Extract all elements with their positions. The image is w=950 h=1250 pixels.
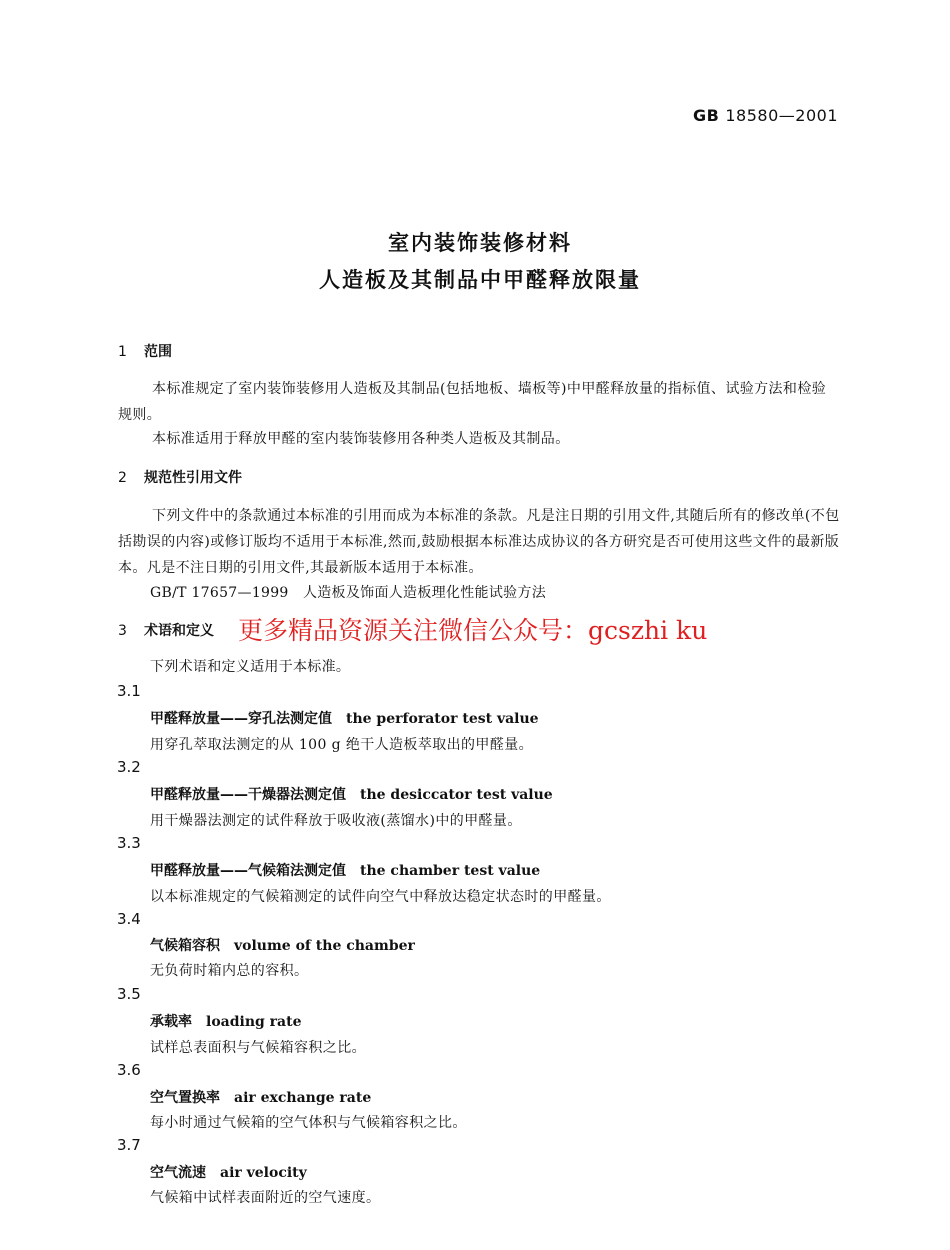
section-number: 1 bbox=[118, 344, 127, 360]
standard-code: 18580—2001 bbox=[725, 106, 838, 125]
term-definition: 以本标准规定的气候箱测定的试件向空气中释放达稳定状态时的甲醛量。 bbox=[150, 889, 611, 905]
section-name: 范围 bbox=[144, 344, 172, 360]
standard-number bbox=[693, 106, 838, 125]
section-1-paragraph-1: 本标准规定了室内装饰装修用人造板及其制品(包括地板、墙板等)中甲醛释放量的指标值、试验方法和检验规则。 bbox=[118, 381, 827, 423]
term-english: loading rate bbox=[206, 1014, 302, 1030]
section-2-paragraph-1: 下列文件中的条款通过本标准的引用而成为本标准的条款。凡是注日期的引用文件,其随后所有的修改单(不包括勘误的内容)或修订版均不适用于本标准,然而,鼓励根据本标准达成协议的各方研究是否可使用这些文件的最新版本。凡是不注日期的引用文件,其最新版本适用于本标准。 bbox=[118, 508, 840, 576]
term-number: 3.3 bbox=[117, 834, 141, 852]
term-heading bbox=[150, 860, 540, 880]
term-number: 3.6 bbox=[117, 1061, 141, 1079]
term-english: the desiccator test value bbox=[360, 787, 553, 803]
section-name: 规范性引用文件 bbox=[144, 470, 242, 486]
document-title-line-2: 人造板及其制品中甲醛释放限量 bbox=[319, 268, 641, 292]
term-heading bbox=[150, 1162, 307, 1182]
term-number: 3.2 bbox=[117, 758, 141, 776]
term-heading bbox=[150, 784, 553, 804]
term-definition: 用干燥器法测定的试件释放于吸收液(蒸馏水)中的甲醛量。 bbox=[150, 813, 522, 829]
term-english: the chamber test value bbox=[360, 863, 541, 879]
term-chinese: 承载率 bbox=[150, 1014, 192, 1030]
term-definition: 无负荷时箱内总的容积。 bbox=[150, 963, 309, 979]
term-heading bbox=[150, 1087, 371, 1107]
term-heading bbox=[150, 935, 415, 955]
term-english: the perforator test value bbox=[346, 711, 539, 727]
section-3-heading bbox=[118, 620, 214, 640]
section-1-paragraph-2: 本标准适用于释放甲醛的室内装饰装修用各种类人造板及其制品。 bbox=[152, 431, 570, 447]
term-english: air exchange rate bbox=[234, 1090, 372, 1106]
section-number: 3 bbox=[118, 623, 127, 639]
section-2-heading bbox=[118, 467, 242, 487]
term-english: air velocity bbox=[220, 1165, 307, 1181]
term-definition: 试样总表面积与气候箱容积之比。 bbox=[150, 1040, 366, 1056]
section-number: 2 bbox=[118, 470, 127, 486]
term-heading bbox=[150, 708, 539, 728]
section-3-intro: 下列术语和定义适用于本标准。 bbox=[150, 659, 351, 675]
term-chinese: 空气置换率 bbox=[150, 1090, 220, 1106]
term-chinese: 甲醛释放量——气候箱法测定值 bbox=[150, 863, 346, 879]
term-definition: 气候箱中试样表面附近的空气速度。 bbox=[150, 1190, 381, 1206]
term-number: 3.1 bbox=[117, 682, 141, 700]
section-1-heading bbox=[118, 341, 172, 361]
watermark-text: 更多精品资源关注微信公众号：gcszhi ku bbox=[238, 616, 708, 645]
section-name: 术语和定义 bbox=[144, 623, 214, 639]
term-chinese: 甲醛释放量——干燥器法测定值 bbox=[150, 787, 346, 803]
term-number: 3.4 bbox=[117, 910, 141, 928]
term-chinese: 空气流速 bbox=[150, 1165, 206, 1181]
term-number: 3.7 bbox=[117, 1136, 141, 1154]
term-chinese: 甲醛释放量——穿孔法测定值 bbox=[150, 711, 332, 727]
term-definition: 用穿孔萃取法测定的从 100 g 绝干人造板萃取出的甲醛量。 bbox=[150, 737, 534, 753]
term-chinese: 气候箱容积 bbox=[150, 938, 220, 954]
term-number: 3.5 bbox=[117, 985, 141, 1003]
term-definition: 每小时通过气候箱的空气体积与气候箱容积之比。 bbox=[150, 1115, 467, 1131]
term-heading bbox=[150, 1011, 302, 1031]
standard-prefix: GB bbox=[693, 106, 720, 125]
document-title-line-1: 室内装饰装修材料 bbox=[388, 231, 572, 255]
term-english: volume of the chamber bbox=[234, 938, 415, 954]
normative-reference: GB/T 17657—1999 人造板及饰面人造板理化性能试验方法 bbox=[150, 585, 547, 601]
